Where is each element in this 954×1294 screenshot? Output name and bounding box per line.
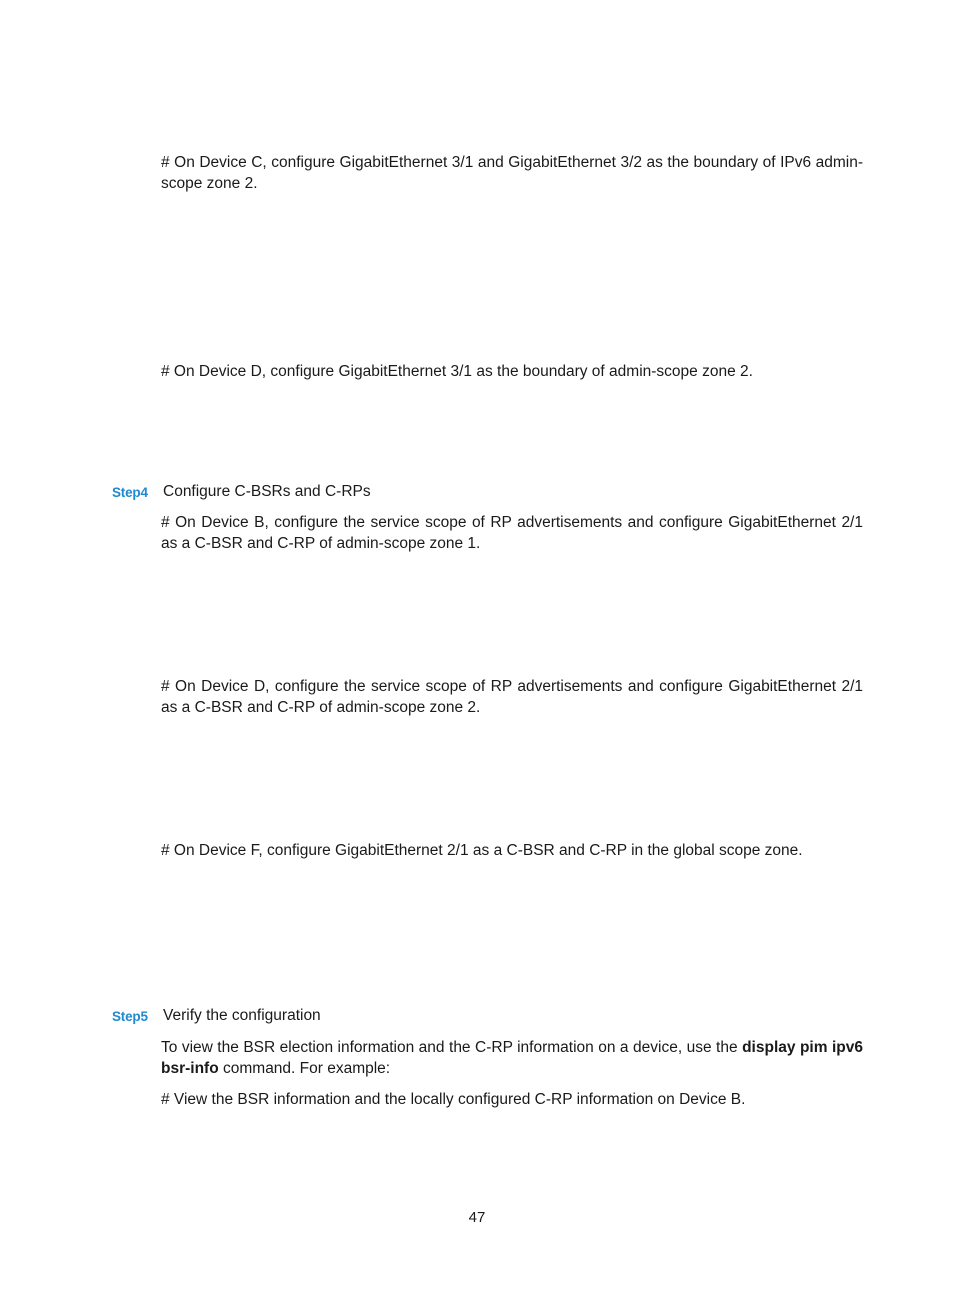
paragraph-device-c-boundary: # On Device C, configure GigabitEthernet 3/1 and GigabitEthernet 3/2 as the boundary of IPv6 admin-scope zone 2. [161,154,863,192]
page-number: 47 [468,1209,486,1226]
step4-title: Configure C-BSRs and C-RPs [163,483,371,500]
paragraph-verify-intro [161,1037,863,1079]
paragraph-device-d-boundary: # On Device D, configure GigabitEthernet 3/1 as the boundary of admin-scope zone 2. [161,363,753,380]
step5-label: Step5 [112,1009,148,1024]
paragraph-device-f-cbsr: # On Device F, configure GigabitEthernet 2/1 as a C-BSR and C-RP in the global scope zone. [161,842,803,859]
command-display-pim-ipv6-bsr-info: display pim ipv6 bsr-info [161,1039,863,1077]
step4-label: Step4 [112,485,148,500]
paragraph-device-d-cbsr: # On Device D, configure the service scope of RP advertisements and configure GigabitEthernet 2/1 as a C-BSR and C-RP of admin-scope zone 2. [161,678,863,716]
paragraph-device-b-cbsr: # On Device B, configure the service scope of RP advertisements and configure GigabitEthernet 2/1 as a C-BSR and C-RP of admin-scope zone 1. [161,514,863,552]
verify-intro-text: To view the BSR election information and the C-RP information on a device, use the [161,1039,743,1056]
verify-intro-text-end: command. For example: [218,1060,391,1077]
step5-title: Verify the configuration [163,1007,321,1024]
paragraph-view-bsr-info: # View the BSR information and the locally configured C-RP information on Device B. [161,1091,746,1108]
